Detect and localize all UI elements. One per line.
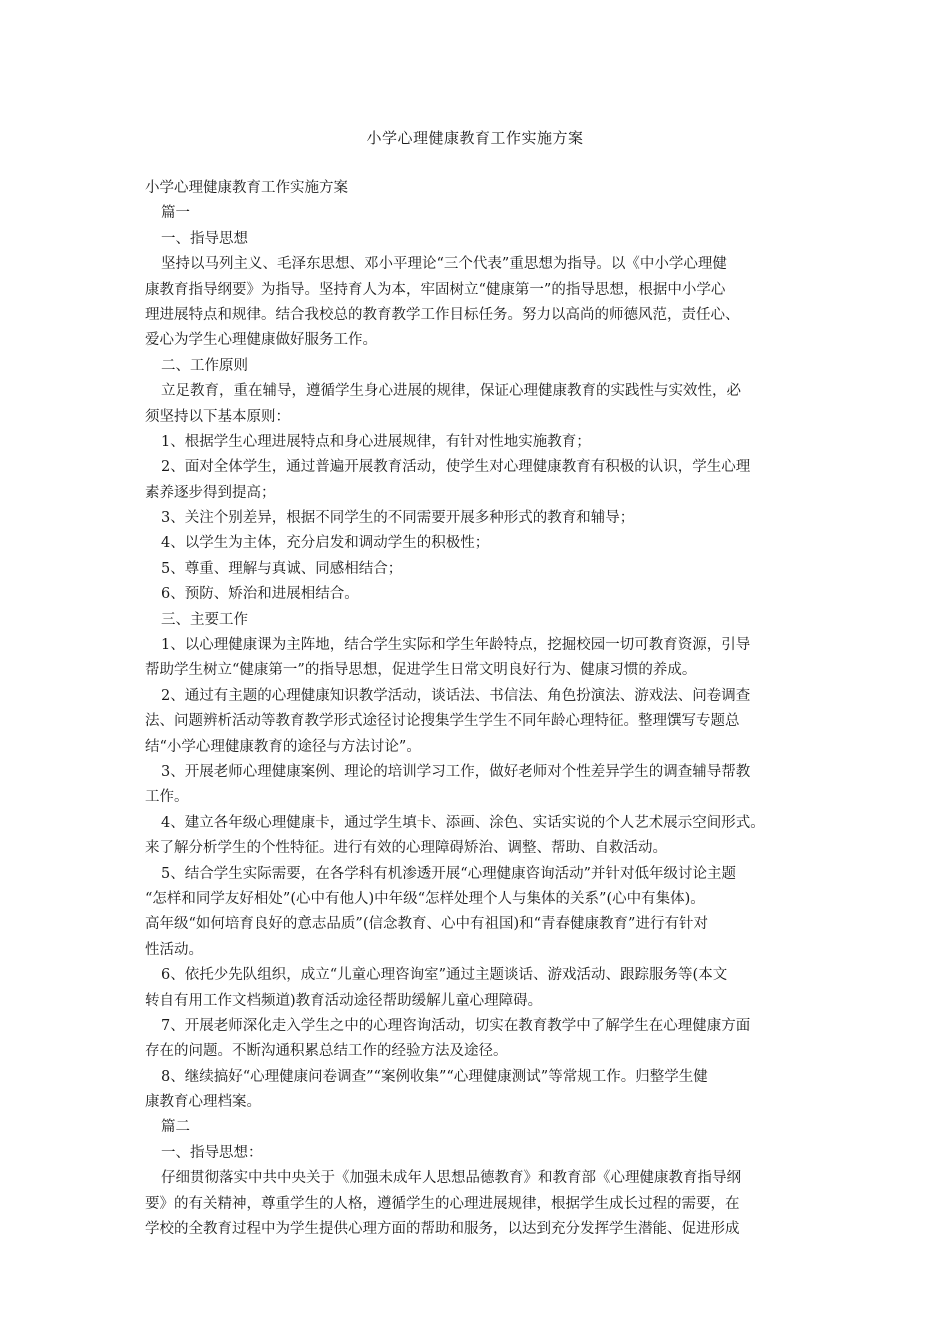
text-line: 工作。 (145, 789, 189, 806)
text-line: 1、以心理健康课为主阵地，结合学生实际和学生年龄特点，挖掘校园一切可教育资源，引导 (161, 637, 751, 654)
text-line: 理进展特点和规律。结合我校总的教育教学工作目标任务。努力以高尚的师德风范，责任心、 (145, 306, 740, 323)
text-line: 8、继续搞好“心理健康问卷调查”“案例收集”“心理健康测试”等常规工作。归整学生健 (161, 1068, 708, 1085)
text-line: 爱心为学生心理健康做好服务工作。 (145, 332, 377, 349)
text-line: 篇二 (161, 1119, 190, 1136)
text-line: 一、指导思想： (161, 1144, 263, 1161)
text-line: 康教育心理档案。 (145, 1094, 261, 1111)
text-line: 7、开展老师深化走入学生之中的心理咨询活动，切实在教育教学中了解学生在心理健康方面 (161, 1017, 751, 1034)
text-line: 性活动。 (145, 941, 203, 958)
text-line: 2、通过有主题的心理健康知识教学活动，谈话法、书信法、角色扮演法、游戏法、问卷调查 (161, 687, 751, 704)
text-line: 5、结合学生实际需要，在各学科有机渗透开展“心理健康咨询活动”并针对低年级讨论主题 (161, 865, 737, 882)
text-line: 素养逐步得到提高； (145, 484, 276, 501)
text-line: 高年级“如何培育良好的意志品质”(信念教育、心中有祖国)和“青春健康教育”进行有针对 (145, 916, 708, 933)
document-body (145, 176, 813, 1242)
text-line: 6、依托少先队组织，成立“儿童心理咨询室”通过主题谈话、游戏活动、跟踪服务等(本文 (161, 967, 728, 984)
text-line: 法、问题辨析活动等教育教学形式途径讨论搜集学生学生不同年龄心理特征。整理馔写专题总 (145, 713, 740, 730)
text-line: 学校的全教育过程中为学生提供心理方面的帮助和服务，以达到充分发挥学生潜能、促进形成 (145, 1221, 740, 1238)
text-line: 小学心理健康教育工作实施方案 (145, 180, 348, 196)
text-line: 立足教育，重在辅导，遵循学生身心进展的规律，保证心理健康教育的实践性与实效性，必 (161, 383, 741, 400)
text-line: 转自有用工作文档频道)教育活动途径帮助缓解儿童心理障碍。 (145, 992, 543, 1009)
document-title: 小学心理健康教育工作实施方案 (366, 129, 584, 147)
text-line: 来了解分析学生的个性特征。进行有效的心理障碍矫治、调整、帮助、自救活动。 (145, 840, 667, 857)
text-line: 篇一 (161, 205, 190, 222)
text-line: 要》的有关精神，尊重学生的人格，遵循学生的心理进展规律，根据学生成长过程的需要，在 (145, 1195, 740, 1212)
text-line: 一、指导思想 (161, 230, 248, 247)
text-line: 4、建立各年级心理健康卡，通过学生填卡、添画、涂色、实话实说的个人艺术展示空间形式。 (161, 814, 765, 831)
text-line: 6、预防、矫治和进展相结合。 (161, 586, 359, 603)
text-line: 帮助学生树立“健康第一”的指导思想，促进学生日常文明良好行为、健康习惯的养成。 (145, 662, 697, 679)
text-line: 4、以学生为主体，充分启发和调动学生的积极性； (161, 535, 490, 552)
text-line: 三、主要工作 (161, 611, 248, 628)
text-line: 康教育指导纲要》为指导。坚持育人为本，牢固树立“健康第一”的指导思想，根据中小学心 (145, 281, 726, 298)
text-line: 二、工作原则 (161, 357, 248, 374)
text-line: 1、根据学生心理进展特点和身心进展规律，有针对性地实施教育； (161, 433, 591, 450)
text-line: 3、开展老师心理健康案例、理论的培训学习工作，做好老师对个性差异学生的调查辅导帮教 (161, 763, 751, 780)
text-line: 3、关注个别差异，根据不同学生的不同需要开展多种形式的教育和辅导； (161, 510, 635, 527)
text-line: “怎样和同学友好相处”(心中有他人)中年级“怎样处理个人与集体的关系”(心中有集体)。 (145, 890, 705, 907)
text-line: 坚持以马列主义、毛泽东思想、邓小平理论“三个代表”重思想为指导。以《中小学心理健 (161, 256, 727, 273)
text-line: 5、尊重、理解与真诚、同感相结合； (161, 560, 403, 577)
text-line: 存在的问题。不断沟通积累总结工作的经验方法及途径。 (145, 1043, 508, 1060)
text-line: 2、面对全体学生，通过普遍开展教育活动，使学生对心理健康教育有积极的认识，学生心理 (161, 459, 751, 476)
text-line: 结“小学心理健康教育的途径与方法讨论”。 (145, 738, 421, 755)
text-line: 须坚持以下基本原则： (145, 408, 290, 425)
text-line: 仔细贯彻落实中共中央关于《加强未成年人思想品德教育》和教育部《心理健康教育指导纲 (161, 1170, 741, 1187)
